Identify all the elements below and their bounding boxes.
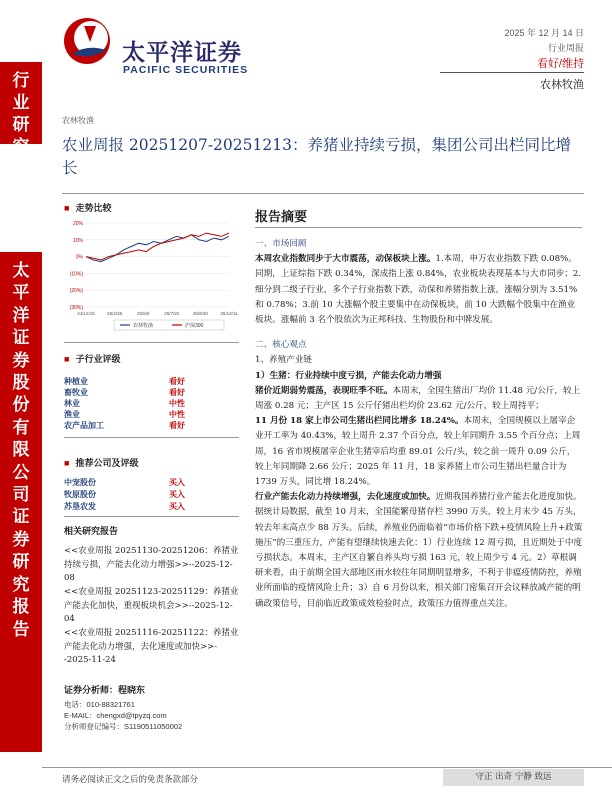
legend-box [114,320,224,330]
brand-name-en: PACIFIC SECURITIES [123,64,249,76]
legend-label: 沪深300 [185,323,204,329]
point-heading: 1）生猪：行业持续中度亏损，产能去化动力增强 [255,370,442,381]
x-tick-label: 25/7/20 [164,311,180,316]
series-line [86,233,229,260]
report-type: 行业周报 [547,43,584,53]
sidebar-category-text: 行业研究 [12,71,30,157]
paragraph-text: 本周末，全国生猪出厂均价 11.48 元/公斤，较上周涨 0.28 元；主产区 15 公斤仔猪出栏均价 23.62 元/公斤，较上周持平； [255,385,581,412]
analyst-name: 证券分析师：程晓东 [64,686,146,696]
related-reports-heading: 相关研究报告 [64,526,119,536]
company-name: 苏垦农发 [64,502,96,511]
company-name: 牧原股份 [64,490,96,499]
paragraph-lead: 行业产能去化动力持续增强，去化速度或加快。 [255,492,436,503]
sub-industry-rating: 中性 [169,410,185,419]
disclaimer-note: 请务必阅读正文之后的免责条款部分 [62,775,199,785]
bullet-icon: ■ [64,354,70,364]
trend-chart [64,215,239,338]
x-tick-label: 25/9/30 [192,311,208,316]
sub-industry-rating: 看好 [169,421,185,430]
paragraph-text: 1.本周，申万农业指数下跌 0.08%。同期，上证综指下跌 0.34%，深成指上涨 0.84%，农业板块表现基本与大市同步；2.细分到二级子行业，多个子行业指数下跌，动保和养猪指数上涨，涨幅分别为 3.51%和 0.78%；3.前 10 大涨幅个股主要集中在动保板块，前 10 大跌幅个股集中在渔业板块。涨幅前 3 名个股依次为正邦科技、生物股份和中牌发展。 [255,254,582,326]
analyst-cert: 分析师登记编号：S1190511050002 [64,722,183,731]
x-tick-label: 25/5/9 [136,311,150,316]
recommended-heading-text: 推荐公司及评级 [75,458,139,468]
related-report-link[interactable]: <<农业周报 20251123-20251129：养猪业产能去化加快，重视板块机会>>--2025-12-04 [64,587,239,624]
sector-label: 农林牧渔 [62,116,94,125]
y-tick-label: 20% [72,221,83,227]
analyst-email[interactable]: E-MAIL：chengxd@tpyzq.com [64,711,167,720]
section-heading: 二、核心观点 [255,340,307,351]
sidebar-company-block [0,252,42,752]
sidebar-company-text: 太平洋证券股份有限公司证券研究报告 [12,261,30,640]
title-divider [62,193,584,194]
x-tick-label: 25/2/26 [107,311,123,316]
paragraph [255,414,583,490]
company-name: 中宠股份 [64,478,96,487]
x-tick-label: 25/12/11 [220,311,238,316]
y-tick-label: 10% [72,237,83,244]
pacific-securities-logo-icon [62,16,112,66]
bullet-icon: ■ [64,203,70,213]
sub-industry-name: 畜牧业 [64,388,88,397]
sub-rating-heading [64,352,120,365]
analyst-phone: 电话：010-88321761 [64,700,135,709]
paragraph-text: 本周末，全国规模以上屠宰企业开工率为 40.43%，较上周升 2.37 个百分点，较上年同期升 3.55 个百分点；上周周，16 省市规模屠宰企业生猪宰后均重 89.01 公斤/头，较之前一周升 0.09 公斤，较上年同期降 2.66 公斤；2025 年 11 月，18 家养猪上市公司生猪出栏量合计为 1739 万头，同比增 18.24%。 [255,416,581,488]
left-sidebar [0,62,42,752]
y-tick-label: (20%) [69,288,83,295]
left-divider [64,437,239,438]
company-rating: 买入 [169,490,185,499]
y-tick-label: (30%) [69,305,83,311]
paragraph [255,384,583,414]
legend-label: 农林牧渔 [133,323,154,329]
report-date: 2025 年 12 月 14 日 [504,28,584,38]
left-divider [64,342,239,343]
sub-industry-rating: 看好 [169,388,185,397]
company-rating: 买入 [169,502,185,511]
trend-heading-text: 走势比较 [75,203,112,213]
report-sector: 农林牧渔 [540,79,584,91]
sub-rating-heading-text: 子行业评级 [75,354,121,364]
company-motto: 守正 出奇 宁静 致远 [443,769,584,786]
summary-divider [255,227,582,228]
sub-industry-name: 渔业 [64,410,80,419]
paragraph-lead: 本周农业指数同步于大市震荡，动保板块上涨。 [255,254,436,265]
sub-industry-name: 农产品加工 [64,421,104,430]
subsection-heading: 1、养殖产业链 [255,355,313,366]
y-tick-label: (10%) [69,271,83,278]
report-title: 农业周报 20251207-20251213：养猪业持续亏损，集团公司出栏同比增长 [62,136,571,177]
header-divider [440,72,584,73]
footer-divider [42,767,612,768]
x-tick-label: 24/12/16 [77,311,95,316]
y-tick-label: 0% [75,254,83,261]
summary-title: 报告摘要 [255,210,308,225]
sub-industry-rating: 中性 [169,399,185,408]
summary-body [255,237,583,612]
recommended-heading [64,456,138,469]
sub-industry-name: 种植业 [64,377,88,386]
industry-rating: 看好/维持 [536,58,584,70]
paragraph-text: 近期我国养猪行业产能去化进度加快。据统计局数据，截至 10 月末，全国能繁母猪存栏 3990 万头，较上月末少 45 万头，较去年末高点少 88 万头。后续，养殖业仍面临着“市场价格下跌+疫情风险上升+政策施压”的三重压力，产能有望继续快速去化：1）行业连续 12 周亏损，且近期处于中度亏损状态。本周末，主产区自繁自养头均亏损 163 元，较上周少亏 4 元。2）草根调研来看，由于前期全国大部地区雨水较往年同期明显增多，不利于非瘟疫情防控，养殖业所面临的疫情风险上升；3）自 6 月份以来，相关部门密集召开会议释放减产能的明确政策信号，目前临近政策成效检验时点，政策压力值得重点关注。 [255,492,583,609]
left-divider [64,516,239,517]
bullet-icon: ■ [64,458,70,468]
sub-industry-name: 林业 [64,399,80,408]
section-heading: 一、市场回顾 [255,239,307,249]
paragraph [255,490,583,612]
trend-heading [64,201,111,214]
sub-industry-rating: 看好 [169,377,185,386]
brand-name-cn: 太平洋证券 [122,39,242,65]
company-rating: 买入 [169,478,185,487]
paragraph [255,252,583,328]
related-report-link[interactable]: <<农业周报 20251130-20251206：养猪业持续亏损，产能去化动力增强>>--2025-12-08 [64,546,239,583]
related-report-link[interactable]: <<农业周报 20251116-20251122：养猪业产能去化动力增强，去化速度或加快>>--2025-11-24 [64,628,239,665]
paragraph-lead: 11 月份 18 家上市公司生猪出栏同比增多 18.24%。 [255,416,464,427]
paragraph-lead: 猪价近期弱势震荡，表现旺季不旺。 [255,385,393,396]
sidebar-category-block [0,62,42,157]
